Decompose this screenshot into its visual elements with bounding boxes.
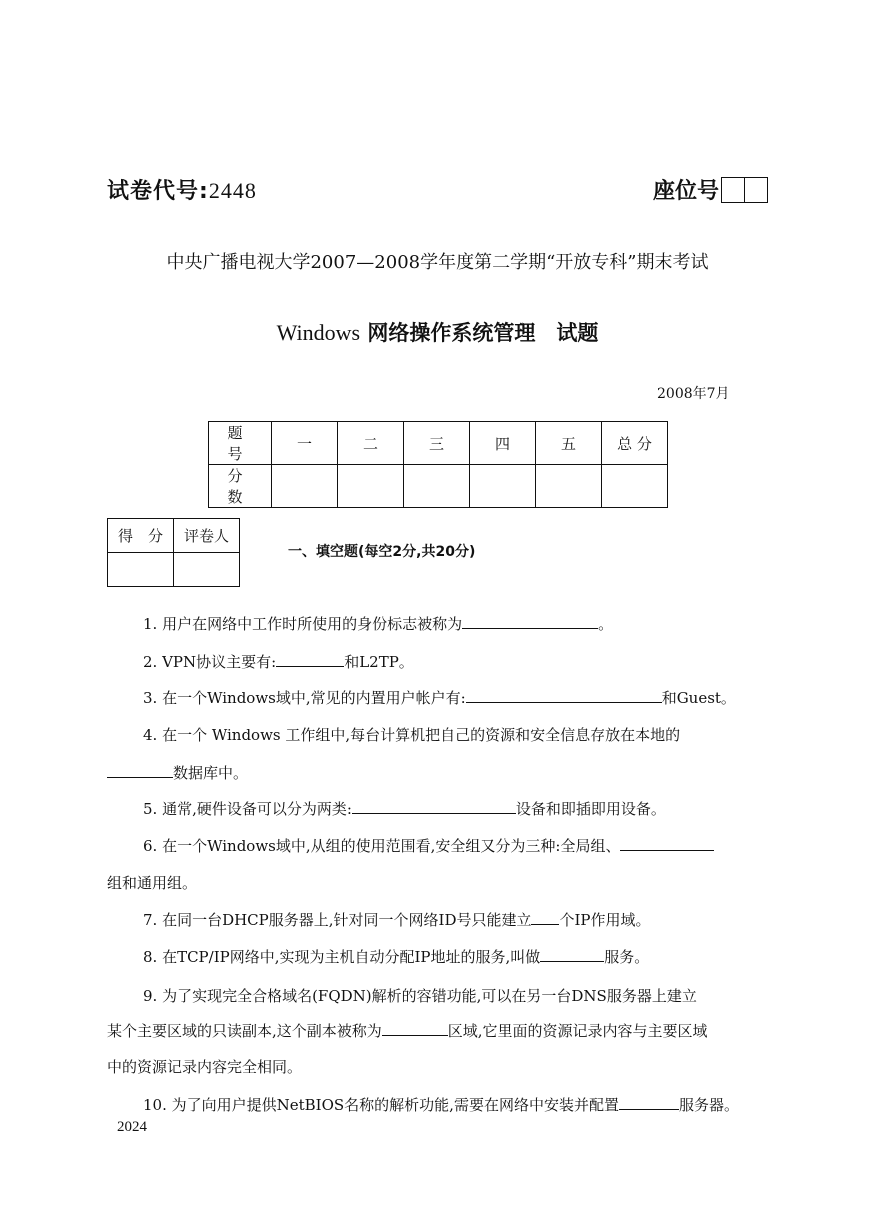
score-table-header-row [209,422,668,465]
exam-subtitle: 中央广播电视大学2007—2008学年度第二学期“开放专科”期末考试 [166,252,709,273]
question-3 [143,687,736,708]
grader-name-cell[interactable] [174,553,240,587]
seat-boxes[interactable] [721,177,768,203]
grader-table [107,518,240,587]
question-9-cont2 [107,1056,302,1077]
score-input-cell[interactable] [602,465,668,508]
answer-blank[interactable] [382,1020,448,1036]
question-text: 中的资源记录内容完全相同。 [107,1058,303,1076]
answer-blank[interactable] [107,762,173,778]
question-text: 8. 在TCP/IP网络中,实现为主机自动分配IP地址的服务,叫做 [143,948,541,966]
question-text: 4. 在一个 Windows 工作组中,每台计算机把自己的资源和安全信息存放在本地的 [143,726,681,744]
question-text: 服务。 [604,948,650,966]
paper-code-label: 试卷代号: [107,179,209,204]
answer-blank[interactable] [352,798,516,814]
question-6 [143,835,714,856]
seat-box[interactable] [721,177,745,203]
answer-blank[interactable] [466,687,662,703]
question-1 [143,613,613,634]
question-text: 设备和即插即用设备。 [515,800,666,818]
score-input-cell[interactable] [536,465,602,508]
question-text: 和Guest。 [661,689,736,707]
seat-box[interactable] [745,177,768,203]
question-text: 个IP作用域。 [559,911,651,929]
score-table-cell: 四 [470,422,536,465]
question-6-cont [107,872,197,893]
score-input-cell[interactable] [470,465,536,508]
answer-blank[interactable] [540,946,604,962]
answer-blank[interactable] [531,909,559,925]
section-title: 一、填空题(每空2分,共20分) [288,544,476,560]
score-table-cell: 总 分 [602,422,668,465]
question-text: 7. 在同一台DHCP服务器上,针对同一个网络ID号只能建立 [143,911,532,929]
question-text: 。 [598,615,614,633]
question-text: 和L2TP。 [344,653,414,671]
score-table-score-row [209,465,668,508]
question-text: 5. 通常,硬件设备可以分为两类: [143,800,352,818]
question-text: 数据库中。 [173,764,249,782]
score-table-cell: 分 数 [209,465,272,508]
question-text: 组和通用组。 [107,874,198,892]
paper-code [107,174,257,205]
question-text: 1. 用户在网络中工作时所使用的身份标志被称为 [143,615,463,633]
grader-score-cell[interactable] [108,553,174,587]
answer-blank[interactable] [619,1094,679,1110]
exam-title-en: Windows [276,320,361,345]
question-5 [143,798,666,819]
score-table-cell: 三 [404,422,470,465]
question-4 [143,724,680,745]
question-text: 3. 在一个Windows域中,常见的内置用户帐户有: [143,689,466,707]
question-9-cont [107,1020,708,1041]
score-table-cell: 二 [338,422,404,465]
score-table-cell: 五 [536,422,602,465]
exam-title [0,317,875,347]
seat-number [653,174,768,205]
score-table-cell: 一 [272,422,338,465]
score-input-cell[interactable] [404,465,470,508]
question-2 [143,651,414,672]
answer-blank[interactable] [620,835,714,851]
question-text: 2. VPN协议主要有: [143,653,277,671]
answer-blank[interactable] [462,613,598,629]
question-7 [143,909,651,930]
question-9 [143,985,697,1006]
question-text: 区域,它里面的资源记录内容与主要区域 [447,1022,708,1040]
answer-blank[interactable] [276,651,344,667]
exam-title-cn: 网络操作系统管理 试题 [360,320,599,345]
question-8 [143,946,649,967]
score-table [208,421,668,508]
question-text: 9. 为了实现完全合格域名(FQDN)解析的容错功能,可以在另一台DNS服务器上建立 [143,987,697,1005]
score-input-cell[interactable] [338,465,404,508]
exam-date: 2008年7月 [657,386,730,402]
paper-code-number: 2448 [208,178,257,203]
page-number: 2024 [117,1119,147,1135]
grader-name-label: 评卷人 [174,519,240,553]
question-text: 服务器。 [678,1096,739,1114]
score-input-cell[interactable] [272,465,338,508]
question-4-cont [107,762,248,783]
question-text: 6. 在一个Windows域中,从组的使用范围看,安全组又分为三种:全局组、 [143,837,621,855]
question-10 [143,1094,739,1115]
seat-label: 座位号 [653,179,720,204]
question-text: 某个主要区域的只读副本,这个副本被称为 [107,1022,382,1040]
question-text: 10. 为了向用户提供NetBIOS名称的解析功能,需要在网络中安装并配置 [143,1096,619,1114]
grader-score-label: 得 分 [108,519,174,553]
score-table-cell: 题 号 [209,422,272,465]
